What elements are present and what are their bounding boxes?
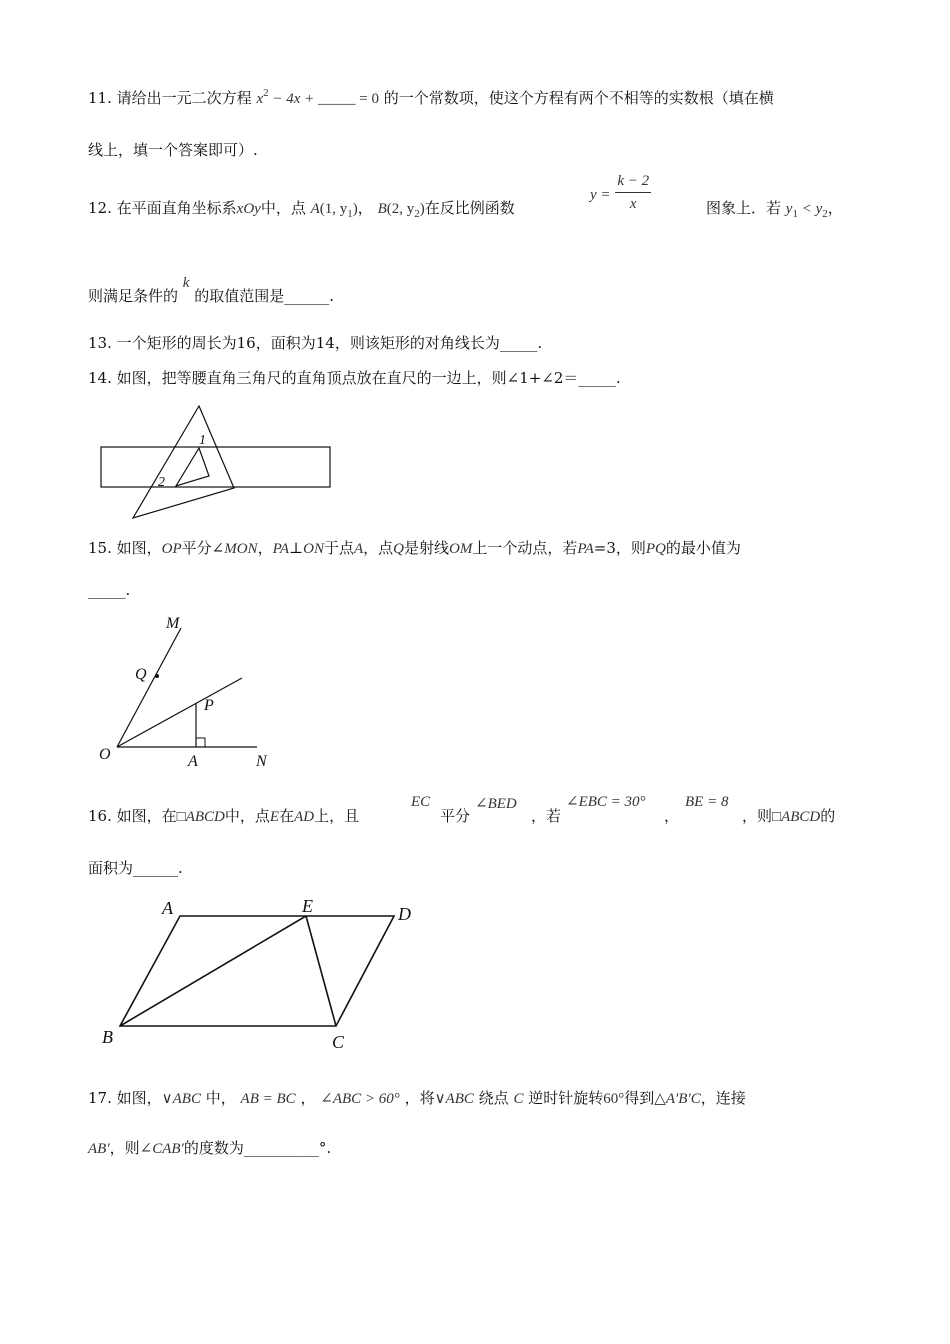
q15-answer-blank[interactable]: _____.: [88, 581, 131, 599]
q16-label-a: A: [162, 898, 173, 918]
q12-comma: ，: [357, 199, 373, 217]
q15-text-6: ，点: [363, 539, 394, 557]
q16-abcd-2: ABCD: [781, 809, 821, 825]
q11-eq-mid: − 4x +: [268, 91, 319, 107]
q15-text-2: 平分∠: [181, 539, 225, 557]
q15-right-angle-mark: [196, 738, 205, 747]
q15-om: OM: [449, 541, 473, 557]
q16-label-b: B: [102, 1027, 113, 1047]
q16-be: BE = 8: [685, 794, 729, 810]
q16-ebc: ∠EBC = 30°: [566, 794, 646, 810]
q14-angle-1-label: 1: [199, 433, 206, 448]
q12-point-b-close: ): [419, 201, 425, 217]
q16-abcd: ABCD: [185, 809, 225, 825]
q16-segment-be: [120, 916, 306, 1026]
q14-triangle-inner: [176, 448, 209, 486]
q17-text-7: 得到: [624, 1089, 655, 1107]
q15-number: 15.: [88, 539, 112, 557]
q14-triangle-outer: [133, 406, 234, 518]
q17-text-8: ，连接: [700, 1089, 746, 1107]
q15-label-q: Q: [135, 666, 147, 683]
q15-text-1: 如图，: [116, 539, 162, 557]
q11-eq-square: 2: [263, 87, 269, 99]
q15-point-q: [155, 674, 159, 678]
q16-text-9: 的: [820, 807, 836, 825]
q17-text-4: ，将: [404, 1089, 435, 1107]
q15-pa: PA: [272, 541, 289, 557]
q13-number: 13.: [88, 334, 112, 352]
q11-line1: [88, 88, 774, 110]
q12-point-b: B: [377, 201, 387, 217]
q11-text-3: 线上，填一个答案即可）.: [88, 141, 258, 159]
q14-ruler: [101, 447, 330, 487]
q16-label-c: C: [332, 1032, 345, 1052]
q12-cond-lt: < y: [797, 201, 823, 217]
q15-figure: [95, 612, 295, 772]
q15-on: ON: [303, 541, 324, 557]
q14-text: 如图，把等腰直角三角尺的直角顶点放在直尺的一边上，则∠1+∠2＝_____.: [116, 369, 621, 387]
q12-text-4: 图象上．若: [706, 199, 782, 217]
q11-eq-end: = 0: [355, 91, 379, 107]
q17-text-2: 中，: [205, 1089, 236, 1107]
q12-cond-y: y: [785, 201, 793, 217]
q16-text-1: 如图，在: [116, 807, 177, 825]
q12-text-6: 则满足条件的: [88, 287, 179, 305]
q16-bed: ∠BED: [475, 796, 517, 812]
q11-number: 11.: [88, 89, 112, 107]
q15-mon: MON: [224, 541, 258, 557]
q12-line1: [88, 198, 515, 220]
q12-y-equals: y =: [590, 186, 611, 203]
q15-text-5: 于点: [323, 539, 354, 557]
q15-label-p: P: [204, 697, 214, 714]
q16-ec: EC: [411, 794, 431, 810]
q17-degrees: 60°: [603, 1091, 625, 1107]
q16-segment-ec: [306, 916, 336, 1026]
q12-number: 12.: [88, 199, 112, 217]
q15-label-n: N: [256, 753, 267, 770]
q15-line1: [88, 538, 741, 559]
q11-eq-x: x: [256, 91, 264, 107]
q12-text-5: ，: [827, 199, 843, 217]
q12-text-7: 的取值范围是______.: [194, 287, 335, 305]
q11-text-1: 请给出一元二次方程: [116, 89, 252, 107]
q16-text-8: ，则: [742, 807, 773, 825]
q15-pa-2: PA: [577, 541, 594, 557]
q16-text-3: 在: [279, 807, 295, 825]
q14-figure: [95, 400, 355, 530]
q16-label-e: E: [302, 896, 313, 916]
q16-text-5: 平分: [440, 807, 471, 825]
q15-label-o: O: [99, 746, 111, 763]
q15-text-10: 的最小值为: [665, 539, 741, 557]
q16-line2: [88, 858, 183, 878]
q12-text-3: 在反比例函数: [424, 199, 515, 217]
q16-text-6: ，若: [531, 807, 562, 825]
q13-line: [88, 333, 542, 353]
q16-figure: [98, 895, 428, 1055]
q15-text-8: 上一个动点，若: [472, 539, 578, 557]
q16-text-10: 面积为______.: [88, 859, 183, 877]
q11-text-2: 的一个常数项，使这个方程有两个不相等的实数根（填在横: [383, 89, 774, 107]
q17-line1: [88, 1088, 746, 1109]
q17-ab-prime: AB′: [88, 1141, 110, 1157]
q12-text-2: 中，点: [260, 199, 306, 217]
q16-line1: [88, 806, 359, 827]
q16-parallelogram-symbol-2: □: [772, 809, 782, 825]
q15-text-3: ，: [257, 539, 273, 557]
q15-q: Q: [393, 541, 404, 557]
q17-text-10: 的度数为__________°.: [183, 1139, 332, 1157]
q15-line2: [88, 580, 130, 600]
q17-angle-cab-prime: ∠CAB′: [139, 1141, 184, 1157]
q15-label-a: A: [188, 753, 198, 770]
q12-xoy: xOy: [236, 201, 261, 217]
q15-op: OP: [161, 541, 182, 557]
q17-text-1: 如图，: [116, 1089, 162, 1107]
q12-text-1: 在平面直角坐标系: [116, 199, 237, 217]
q17-text-3: ，: [300, 1089, 316, 1107]
q17-ab-equals-bc: AB = BC: [240, 1091, 296, 1107]
q15-a: A: [353, 541, 364, 557]
q17-text-6: 逆时针旋转: [528, 1089, 604, 1107]
q16-ad: AD: [294, 809, 315, 825]
q11-line2: [88, 140, 258, 160]
q12-cond-sub2: 2: [822, 208, 828, 220]
q17-c: C: [513, 1091, 524, 1107]
q16-e: E: [269, 809, 280, 825]
q17-triangle-abc-2: ∨ABC: [434, 1091, 474, 1107]
q16-label-d: D: [398, 904, 411, 924]
q16-text-2: 中，点: [224, 807, 270, 825]
q17-angle-abc: ∠ABC > 60°: [320, 1091, 400, 1107]
q13-text: 一个矩形的周长为16，面积为14，则该矩形的对角线长为_____.: [116, 334, 543, 352]
q15-text-4: ⊥: [289, 539, 304, 557]
q16-parallelogram-symbol: □: [176, 809, 186, 825]
q15-pq: PQ: [645, 541, 666, 557]
q12-point-a-sub: 1: [347, 208, 353, 220]
q15-label-m: M: [166, 615, 180, 632]
q15-text-9: =3，则: [593, 539, 646, 557]
q12-point-b-coord: (2, y: [386, 201, 415, 217]
q12-line1-tail: [706, 198, 843, 220]
q12-function: [590, 170, 651, 215]
q12-point-b-sub: 2: [414, 208, 420, 220]
q15-text-7: 是射线: [404, 539, 450, 557]
q17-triangle-abc-prime: △A′B′C: [654, 1091, 701, 1107]
q17-triangle-abc: ∨ABC: [161, 1091, 201, 1107]
q14-number: 14.: [88, 369, 112, 387]
q17-text-9: ，则: [109, 1139, 140, 1157]
q12-point-a-close: ): [352, 201, 358, 217]
q16-text-4: 上，且: [314, 807, 360, 825]
q12-point-a-coord: (1, y: [319, 201, 348, 217]
q16-number: 16.: [88, 807, 112, 825]
q12-fraction-numerator: k − 2: [615, 170, 651, 193]
q14-angle-2-label: 2: [158, 475, 165, 490]
q16-parallelogram: [120, 916, 394, 1026]
q12-point-a: A: [310, 201, 320, 217]
q12-line2: [88, 275, 335, 307]
q17-text-5: 绕点: [478, 1089, 509, 1107]
q17-line2: [88, 1138, 331, 1159]
q16-text-7: ，: [664, 807, 680, 825]
q14-line: [88, 368, 621, 388]
q12-fraction: [615, 170, 651, 215]
q16-line1-tail: [742, 806, 835, 827]
q17-number: 17.: [88, 1089, 112, 1107]
q12-cond-sub1: 1: [792, 208, 798, 220]
q11-answer-blank[interactable]: _____: [318, 91, 356, 107]
q12-fraction-denominator: x: [629, 196, 637, 212]
q12-k: k: [182, 275, 190, 291]
